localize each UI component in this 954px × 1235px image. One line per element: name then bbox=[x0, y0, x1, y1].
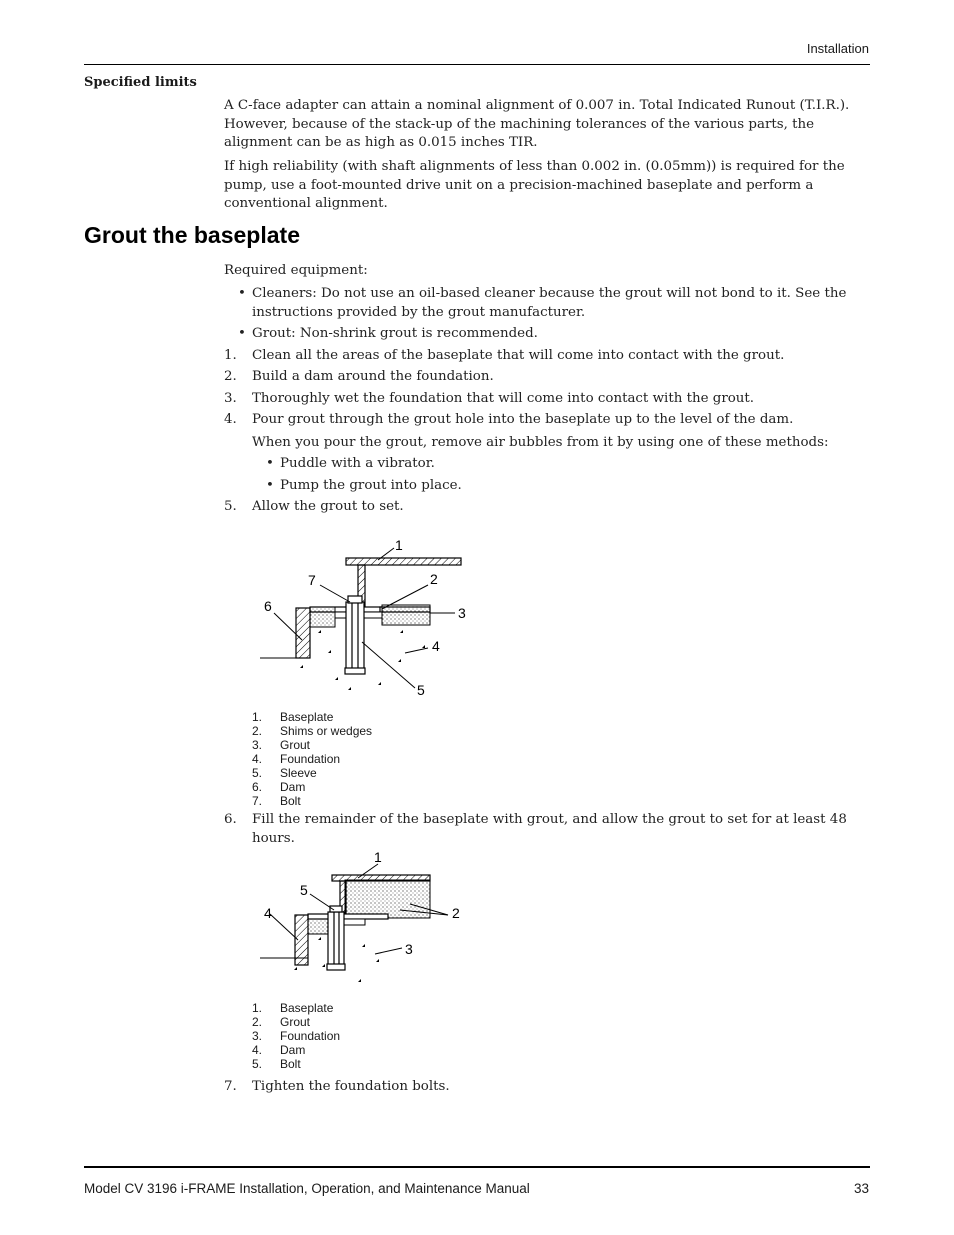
legend-label: Shims or wedges bbox=[280, 724, 373, 738]
baseplate-shape bbox=[332, 875, 430, 881]
legend-number: 2. bbox=[252, 1015, 263, 1029]
step-text: Clean all the areas of the baseplate that will come into contact with the grout. bbox=[252, 348, 785, 363]
paragraph-high-reliability: If high reliability (with shaft alignments of less than 0.002 in. (0.05mm)) is required for the pump, use a foot-mounted drive unit on a precision-machined baseplate and perform a conventional alignment. bbox=[224, 159, 845, 211]
callout-5: 5 bbox=[417, 682, 425, 698]
grout-shape bbox=[345, 880, 430, 918]
footer-rule bbox=[84, 1166, 870, 1168]
required-equipment-label: Required equipment: bbox=[224, 263, 368, 278]
legend-number: 1. bbox=[252, 710, 263, 724]
callout-1: 1 bbox=[374, 849, 382, 865]
paragraph-c-face-alignment: A C-face adapter can attain a nominal alignment of 0.007 in. Total Indicated Runout (T.I.R.). However, because of the stack-up of the machining tolerances of the various parts, the alignment can be as high as 0.015 inches TIR. bbox=[224, 98, 850, 150]
step-number: 4. bbox=[224, 412, 237, 427]
step-number: 3. bbox=[224, 391, 237, 406]
legend-label: Bolt bbox=[280, 794, 301, 808]
page-number: 33 bbox=[853, 1181, 869, 1196]
step-text: Pour grout through the grout hole into the baseplate up to the level of the dam. bbox=[252, 412, 794, 427]
legend-number: 2. bbox=[252, 724, 263, 738]
step-number: 5. bbox=[224, 499, 237, 514]
figure-grouting-diagram-1 bbox=[250, 530, 480, 705]
step-text: Tighten the foundation bolts. bbox=[252, 1079, 450, 1094]
dam-shape bbox=[296, 608, 310, 658]
baseplate-shape bbox=[346, 558, 461, 565]
legend-label: Baseplate bbox=[280, 1001, 334, 1015]
equipment-item-grout: Grout: Non-shrink grout is recommended. bbox=[252, 326, 538, 341]
legend-number: 5. bbox=[252, 766, 263, 780]
callout-7: 7 bbox=[308, 572, 316, 588]
step-text: Thoroughly wet the foundation that will come into contact with the grout. bbox=[252, 391, 755, 406]
callout-2: 2 bbox=[452, 905, 460, 921]
bullet-marker: • bbox=[266, 456, 274, 471]
legend-label: Foundation bbox=[280, 1029, 341, 1043]
callout-3: 3 bbox=[458, 605, 466, 621]
legend-label: Grout bbox=[280, 738, 311, 752]
step-number: 6. bbox=[224, 812, 237, 827]
sleeve-shape bbox=[346, 602, 364, 672]
header-rule bbox=[84, 64, 870, 65]
callout-3: 3 bbox=[405, 941, 413, 957]
legend-number: 3. bbox=[252, 1029, 263, 1043]
figure-grouting-diagram-2 bbox=[250, 842, 480, 992]
page-title: Grout the baseplate bbox=[84, 222, 300, 248]
legend-label: Baseplate bbox=[280, 710, 334, 724]
step-text: Build a dam around the foundation. bbox=[252, 369, 494, 384]
callout-5: 5 bbox=[300, 882, 308, 898]
footer-manual-title: Model CV 3196 i-FRAME Installation, Operation, and Maintenance Manual bbox=[84, 1181, 530, 1196]
legend-number: 4. bbox=[252, 1043, 263, 1057]
legend-label: Grout bbox=[280, 1015, 311, 1029]
section-heading-specified-limits: Specified limits bbox=[84, 75, 197, 90]
step-text: Fill the remainder of the baseplate with grout, and allow the grout to set for at least 48 hours. bbox=[252, 812, 847, 846]
method-item: Pump the grout into place. bbox=[280, 478, 462, 493]
bolt-shape bbox=[348, 596, 362, 603]
legend-label: Foundation bbox=[280, 752, 341, 766]
step-number: 7. bbox=[224, 1079, 237, 1094]
legend-label: Dam bbox=[280, 780, 306, 794]
callout-1: 1 bbox=[395, 537, 403, 553]
method-item: Puddle with a vibrator. bbox=[280, 456, 435, 471]
bullet-marker: • bbox=[266, 478, 274, 493]
callout-6: 6 bbox=[264, 598, 272, 614]
legend-number: 4. bbox=[252, 752, 263, 766]
equipment-item-cleaners: Cleaners: Do not use an oil-based cleaner because the grout will not bond to it. See the instructions provided by the grout manufacturer. bbox=[252, 286, 847, 320]
grout-shape bbox=[310, 607, 335, 627]
running-header: Installation bbox=[806, 41, 869, 56]
legend-label: Bolt bbox=[280, 1057, 301, 1071]
step-number: 2. bbox=[224, 369, 237, 384]
legend-number: 1. bbox=[252, 1001, 263, 1015]
callout-4: 4 bbox=[264, 905, 272, 921]
bullet-marker: • bbox=[238, 286, 246, 301]
step4-note: When you pour the grout, remove air bubbles from it by using one of these methods: bbox=[252, 435, 829, 450]
step-number: 1. bbox=[224, 348, 237, 363]
callout-2: 2 bbox=[430, 571, 438, 587]
step-text: Allow the grout to set. bbox=[252, 499, 404, 514]
legend-label: Sleeve bbox=[280, 766, 317, 780]
bullet-marker: • bbox=[238, 326, 246, 341]
legend-number: 7. bbox=[252, 794, 263, 808]
legend-label: Dam bbox=[280, 1043, 306, 1057]
legend-number: 6. bbox=[252, 780, 263, 794]
legend-number: 5. bbox=[252, 1057, 263, 1071]
legend-number: 3. bbox=[252, 738, 263, 752]
callout-4: 4 bbox=[432, 638, 440, 654]
